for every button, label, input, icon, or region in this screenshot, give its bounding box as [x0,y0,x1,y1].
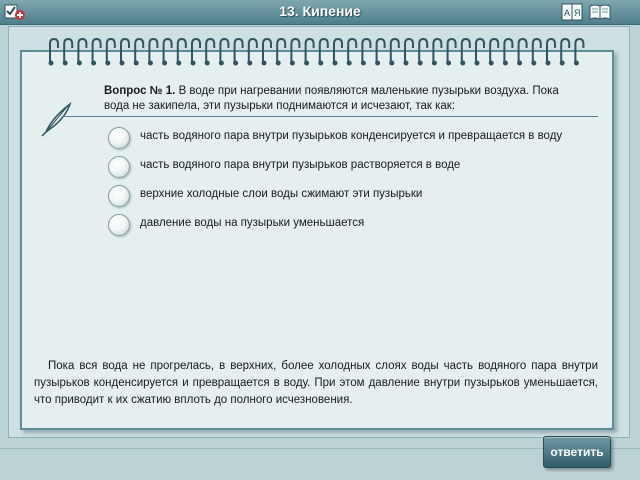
option-label: верхние холодные слои воды сжимают эти пузырьки [140,188,423,200]
notebook-spiral [20,36,610,72]
spiral-ring [247,39,256,66]
spiral-ring [120,39,130,66]
spiral-ring [205,39,215,66]
window-title: 13. Кипение [279,3,361,19]
spiral-ring [375,39,385,66]
spiral-ring [105,39,115,66]
spiral-ring [418,39,428,66]
spiral-ring [404,39,414,66]
question-number: Вопрос № 1. [104,85,176,97]
open-book-icon[interactable] [588,2,612,22]
spiral-ring [134,39,144,66]
spiral-ring [262,39,272,66]
spiral-ring [77,39,87,66]
question-text [104,84,574,114]
answer-option[interactable] [108,156,588,182]
spiral-ring [304,39,314,66]
spiral-ring [63,39,72,66]
spiral-ring [389,39,399,66]
spiral-ring [503,39,513,66]
explanation-text: Пока вся вода не прогрелась, в верхних, более холодных слоях воды часть водяного пара внутри пузырьков конденсируется и превращается в воду. При этом давление внутри пузырьков уменьшается, что приводит к их сжатию вплоть до полного исчезновения. [34,360,598,406]
radio-button[interactable] [108,185,130,207]
option-label: давление воды на пузырьки уменьшается [140,217,365,229]
spiral-ring [148,39,158,66]
question-divider [62,116,598,117]
option-label: часть водяного пара внутри пузырьков растворяется в воде [140,159,461,171]
spiral-ring [91,39,101,66]
spiral-ring [475,39,485,66]
quill-icon [38,98,78,138]
spiral-ring [318,39,328,66]
spiral-ring [162,39,172,66]
spiral-ring [333,39,343,66]
spiral-ring [446,39,456,66]
dictionary-icon[interactable] [560,2,584,22]
spiral-ring [176,39,186,66]
spiral-ring [49,39,59,66]
spiral-ring [489,39,499,66]
spiral-ring [517,39,527,66]
spiral-ring [347,39,357,66]
spiral-ring [560,39,570,66]
option-label: часть водяного пара внутри пузырьков конденсируется и превращается в воду [140,130,563,142]
answer-option[interactable] [108,127,588,153]
spiral-ring [233,39,243,66]
title-bar [0,0,640,25]
spiral-ring [546,39,556,66]
radio-button[interactable] [108,214,130,236]
spiral-ring [574,39,584,66]
spiral-ring [290,39,300,66]
spiral-ring [191,39,201,66]
radio-button[interactable] [108,127,130,149]
spiral-ring [219,39,229,66]
svg-text:Я: Я [574,8,581,18]
radio-button[interactable] [108,156,130,178]
spiral-ring [361,39,371,66]
answer-option[interactable] [108,185,588,211]
spiral-ring [460,39,470,66]
spiral-ring [432,39,442,66]
question-body: В воде при нагревании появляются маленькие пузырьки воздуха. Пока вода не закипела, эти пузырьки поднимаются и исчезают, так как: [104,85,559,112]
answer-button[interactable]: ответить [543,436,611,468]
spiral-ring [276,39,286,66]
svg-text:A: A [564,8,571,18]
answer-option[interactable] [108,214,588,240]
spiral-ring [531,39,541,66]
